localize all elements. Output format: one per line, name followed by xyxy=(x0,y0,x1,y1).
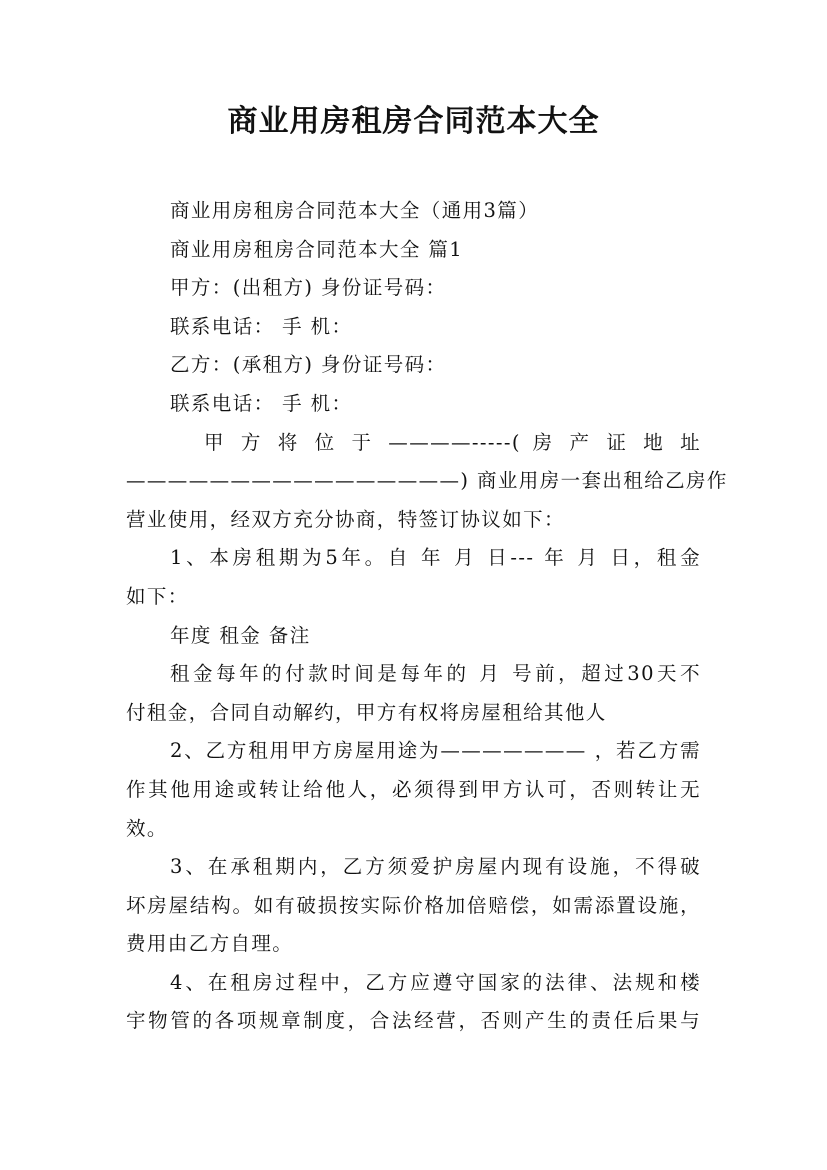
party-a-line: 甲方：(出租方) 身份证号码： xyxy=(170,276,447,300)
paragraph-line: 如下： xyxy=(126,584,189,608)
paragraph-line: ————————————————) 商业用房一套出租给乙房作 xyxy=(126,469,728,493)
paragraph-line: 租金每年的付款时间是每年的 月 号前，超过30天不 xyxy=(170,662,701,686)
party-b-line: 乙方：(承租方) 身份证号码： xyxy=(170,353,447,377)
paragraph-line: 付租金，合同自动解约，甲方有权将房屋租给其他人 xyxy=(126,700,607,724)
table-header-line: 年度 租金 备注 xyxy=(170,623,311,647)
subtitle-line: 商业用房租房合同范本大全（通用3篇） xyxy=(170,199,540,222)
paragraph-line: 4、在租房过程中，乙方应遵守国家的法律、法规和楼 xyxy=(170,970,701,994)
paragraph-line: 1、本房租期为5年。自 年 月 日--- 年 月 日，租金 xyxy=(170,546,701,570)
paragraph-line: 营业使用，经双方充分协商，特签订协议如下： xyxy=(126,507,565,531)
party-a-phone-line: 联系电话： 手 机： xyxy=(170,314,353,338)
paragraph-line: 甲 方 将 位 于 ————-----( 房 产 证 地 址 xyxy=(204,430,701,454)
paragraph-line: 宇物管的各项规章制度，合法经营，否则产生的责任后果与 xyxy=(126,1009,701,1033)
paragraph-line: 作其他用途或转让给他人，必须得到甲方认可，否则转让无 xyxy=(126,777,701,801)
document-body xyxy=(126,192,728,1041)
document-title: 商业用房租房合同范本大全 xyxy=(227,104,600,139)
paragraph-line: 费用由乙方自理。 xyxy=(126,932,294,956)
paragraph-line: 3、在承租期内，乙方须爱护房屋内现有设施，不得破 xyxy=(170,855,701,879)
section-heading: 商业用房租房合同范本大全 篇1 xyxy=(170,237,464,261)
party-b-phone-line: 联系电话： 手 机： xyxy=(170,391,353,415)
paragraph-line: 效。 xyxy=(126,816,168,840)
paragraph-line: 2、乙方租用甲方房屋用途为——————— ，若乙方需 xyxy=(170,739,701,763)
paragraph-line: 坏房屋结构。如有破损按实际价格加倍赔偿，如需添置设施， xyxy=(126,893,701,917)
